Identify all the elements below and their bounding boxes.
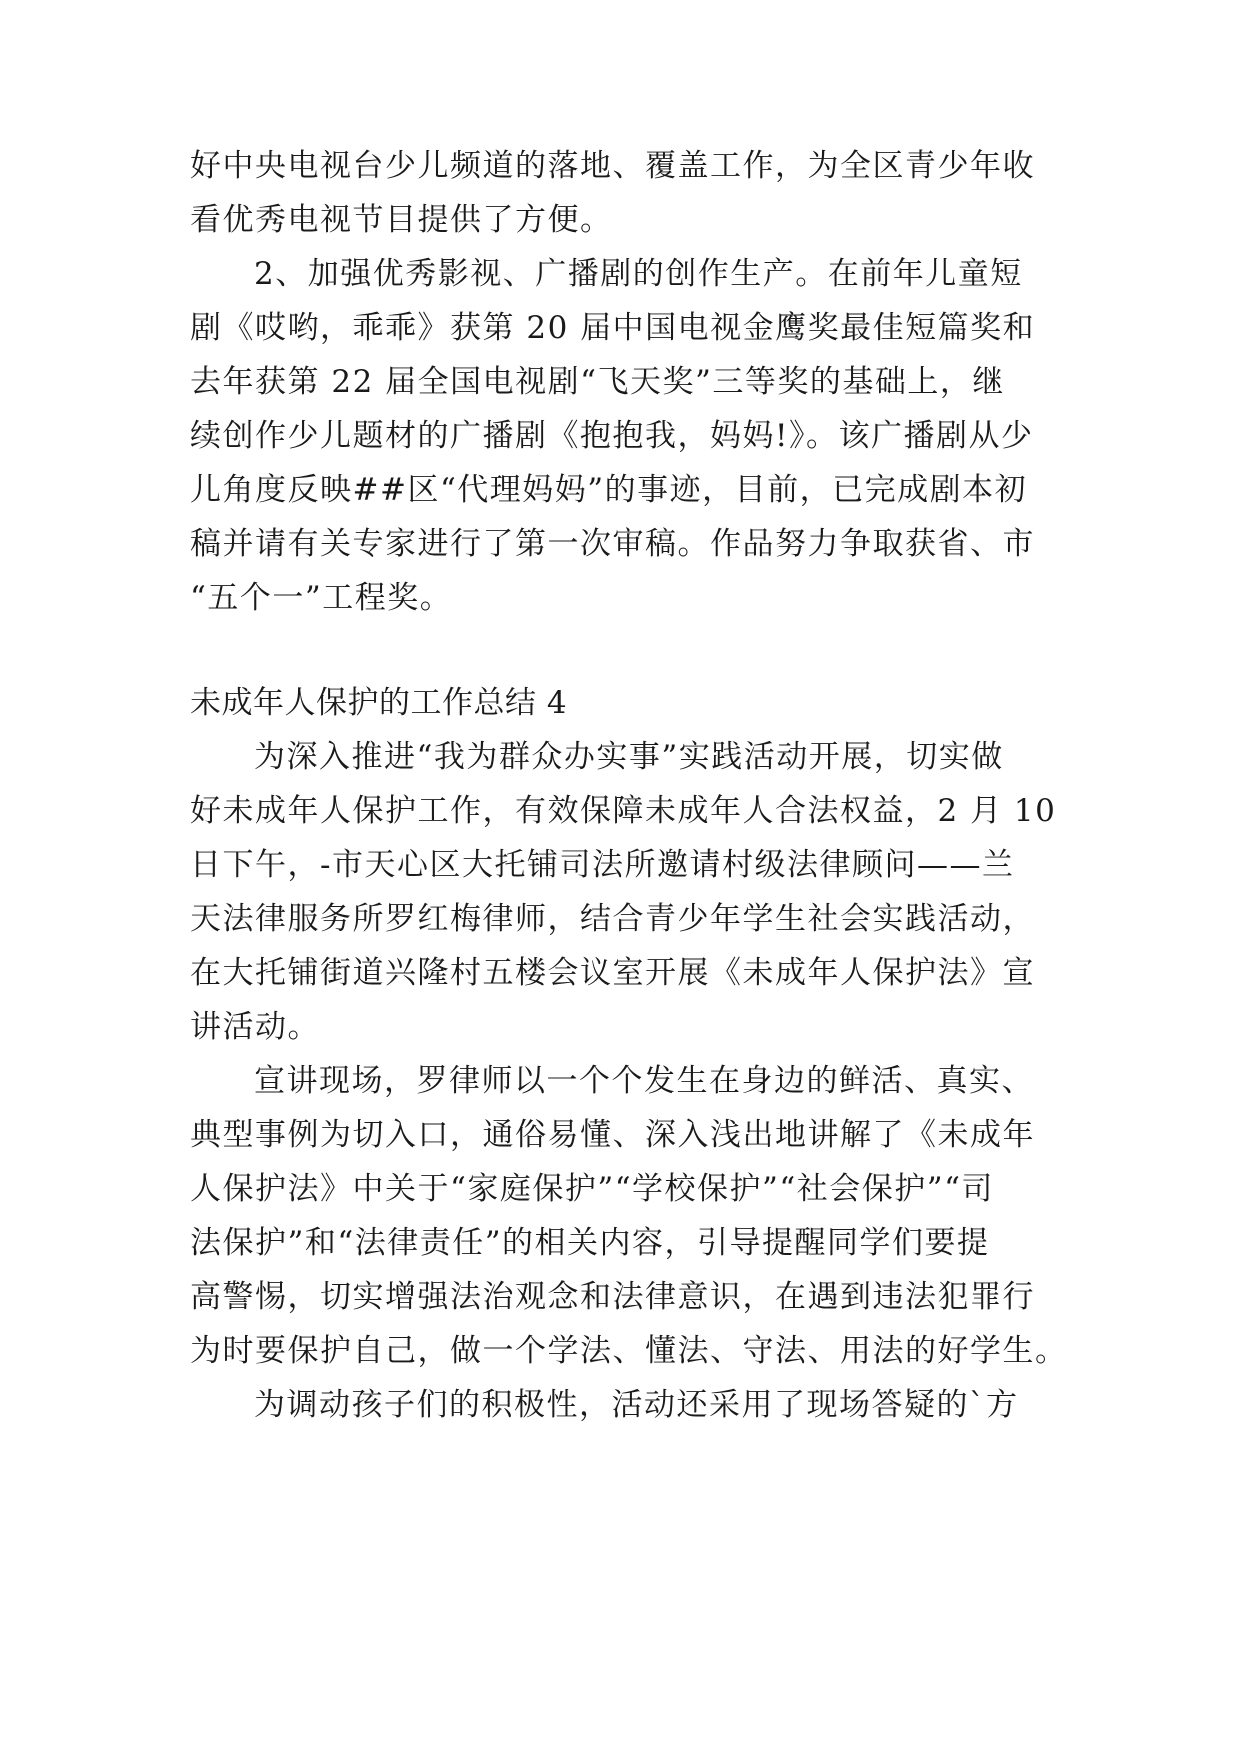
section-title: 未成年人保护的工作总结 4 — [190, 685, 568, 721]
paragraph-line: 去年获第 22 届全国电视剧“飞天奖”三等奖的基础上，继 — [190, 364, 1005, 400]
paragraph-line: 在大托铺街道兴隆村五楼会议室开展《未成年人保护法》宣 — [190, 955, 1035, 991]
paragraph-line: 宣讲现场，罗律师以一个个发生在身边的鲜活、真实、 — [254, 1063, 1034, 1099]
paragraph-line: 高警惕，切实增强法治观念和法律意识，在遇到违法犯罪行 — [190, 1279, 1035, 1315]
paragraph-line: 典型事例为切入口，通俗易懂、深入浅出地讲解了《未成年 — [190, 1117, 1035, 1153]
paragraph-line: 好未成年人保护工作，有效保障未成年人合法权益，2 月 10 — [190, 793, 1057, 829]
paragraph-line: 续创作少儿题材的广播剧《抱抱我，妈妈!》。该广播剧从少 — [190, 418, 1034, 454]
paragraph-line: 看优秀电视节目提供了方便。 — [190, 202, 613, 238]
paragraph-line: 法保护”和“法律责任”的相关内容，引导提醒同学们要提 — [190, 1225, 990, 1261]
paragraph-line: 讲活动。 — [190, 1009, 320, 1045]
paragraph-line: 日下午，-市天心区大托铺司法所邀请村级法律顾问——兰 — [190, 847, 1015, 883]
paragraph-line: 2、加强优秀影视、广播剧的创作生产。在前年儿童短 — [254, 256, 1023, 292]
paragraph-line: 人保护法》中关于“家庭保护”“学校保护”“社会保护”“司 — [190, 1171, 994, 1207]
paragraph-line: 好中央电视台少儿频道的落地、覆盖工作，为全区青少年收 — [190, 148, 1035, 184]
paragraph-line: 剧《哎哟，乖乖》获第 20 届中国电视金鹰奖最佳短篇奖和 — [190, 310, 1036, 346]
paragraph-line: 儿角度反映##区“代理妈妈”的事迹，目前，已完成剧本初 — [190, 472, 1028, 508]
paragraph-line: 稿并请有关专家进行了第一次审稿。作品努力争取获省、市 — [190, 526, 1035, 562]
paragraph-line: 天法律服务所罗红梅律师，结合青少年学生社会实践活动， — [190, 901, 1035, 937]
paragraph-line: 为调动孩子们的积极性，活动还采用了现场答疑的`方 — [254, 1387, 1019, 1423]
paragraph-line: 为深入推进“我为群众办实事”实践活动开展，切实做 — [254, 739, 1004, 775]
paragraph-line: “五个一”工程奖。 — [190, 580, 453, 616]
paragraph-line: 为时要保护自己，做一个学法、懂法、守法、用法的好学生。 — [190, 1333, 1068, 1369]
